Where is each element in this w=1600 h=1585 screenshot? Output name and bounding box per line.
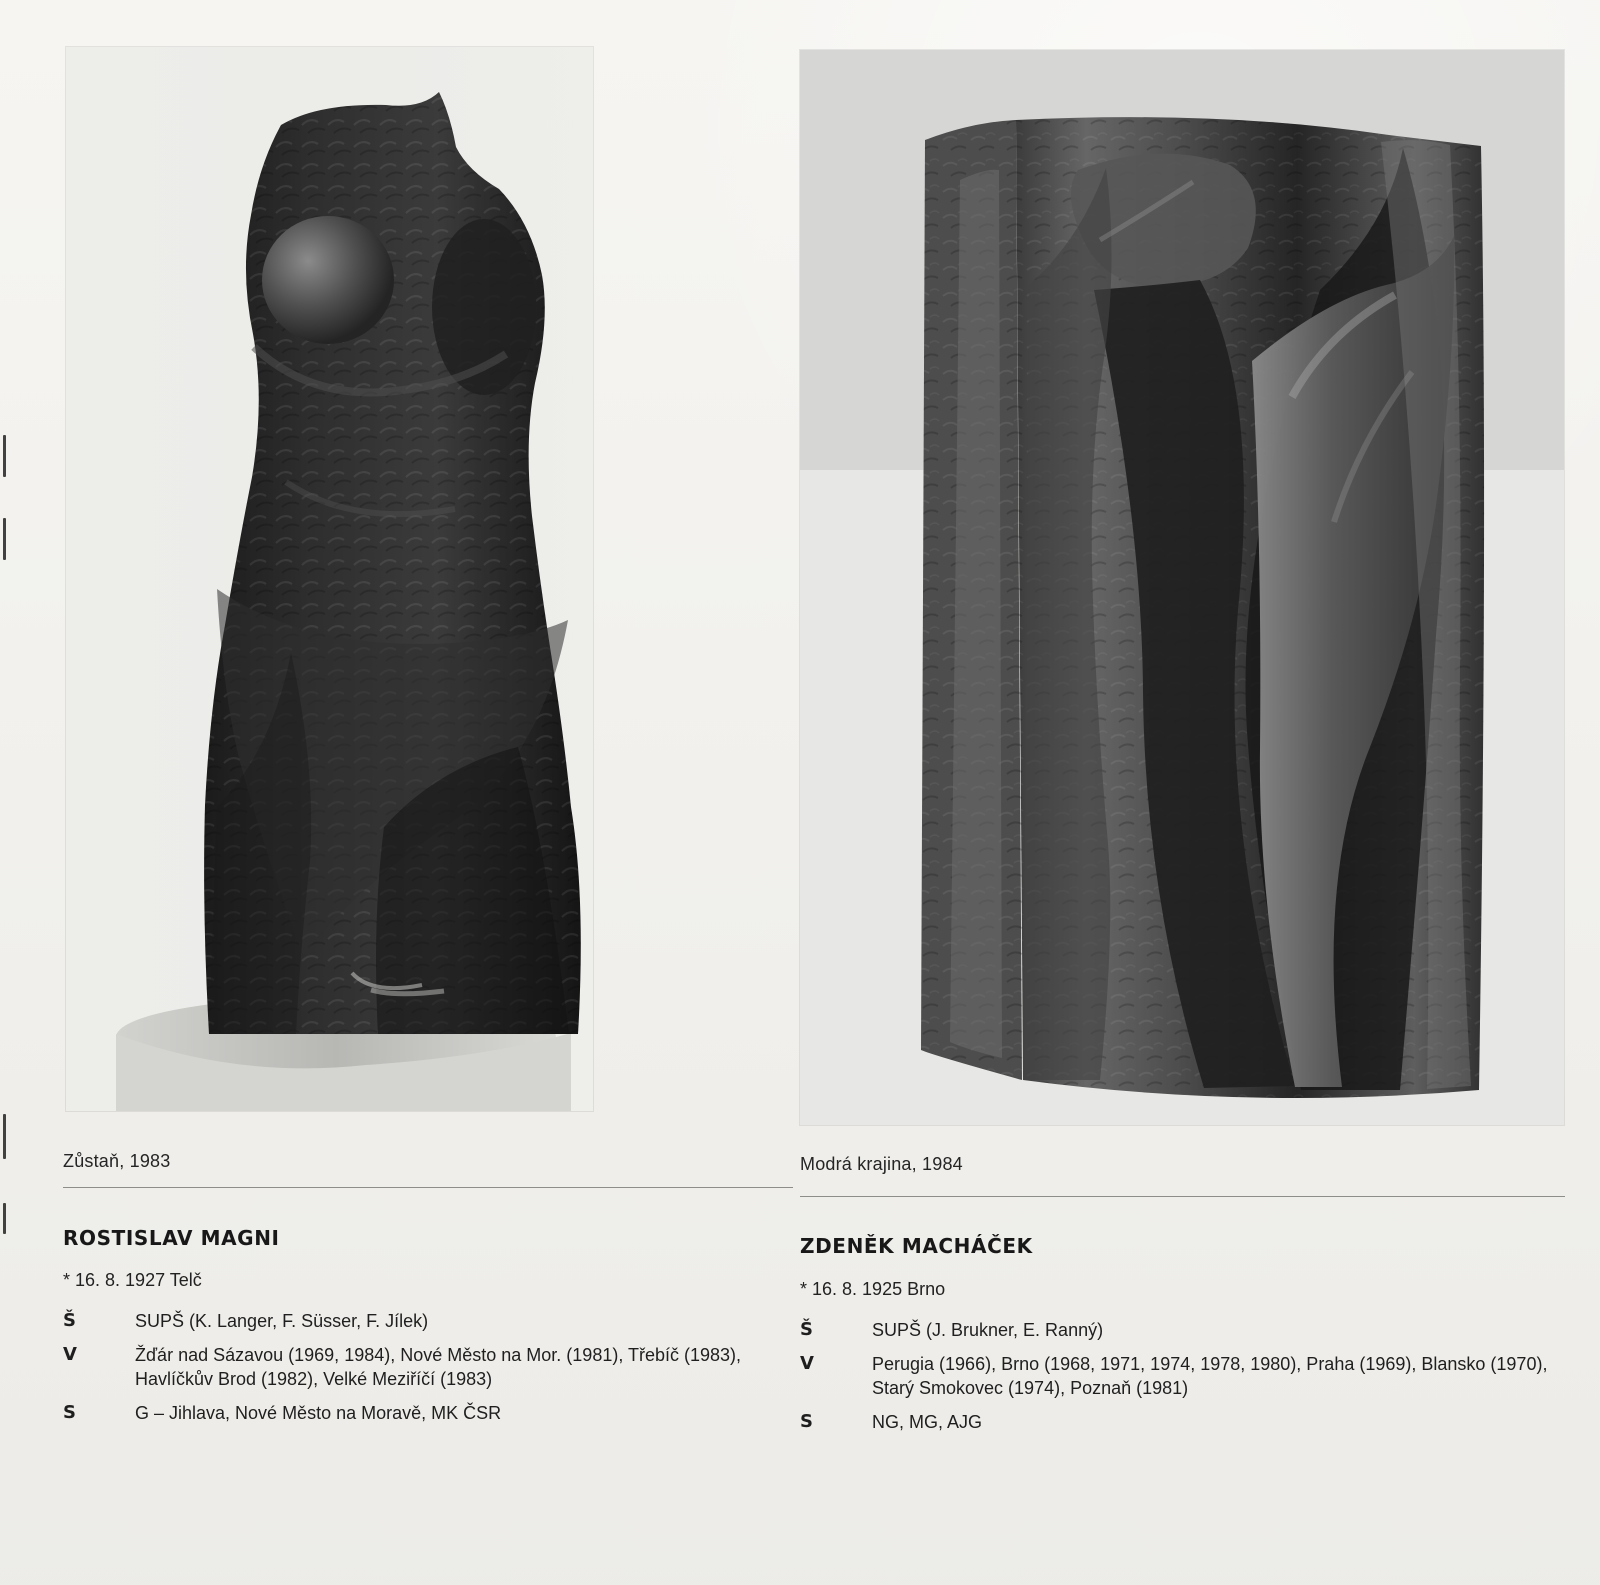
detail-row	[63, 1401, 763, 1425]
sculpture-photo-left	[66, 47, 593, 1111]
birth-left: * 16. 8. 1927 Telč	[63, 1270, 202, 1290]
sculpture-photo-right	[800, 50, 1564, 1125]
detail-text: G – Jihlava, Nové Město na Moravě, MK ČSR	[135, 1403, 502, 1423]
detail-code: Š	[63, 1310, 76, 1331]
detail-row	[800, 1410, 1560, 1434]
margin-mark	[3, 1114, 6, 1159]
torso-sculpture-image	[66, 47, 593, 1111]
artist-name-right: ZDENĚK MACHÁČEK	[800, 1234, 1033, 1258]
artist-details-left	[63, 1309, 763, 1435]
caption-left: Zůstaň, 1983	[63, 1151, 171, 1171]
artist-name-left: ROSTISLAV MAGNI	[63, 1226, 280, 1250]
detail-text: NG, MG, AJG	[872, 1412, 983, 1432]
margin-mark	[3, 518, 6, 560]
detail-code: V	[63, 1344, 77, 1365]
detail-code: S	[63, 1402, 76, 1423]
detail-code: Š	[800, 1319, 813, 1340]
detail-code: S	[800, 1411, 813, 1432]
caption-right: Modrá krajina, 1984	[800, 1154, 963, 1174]
detail-text: Žďár nad Sázavou (1969, 1984), Nové Město na Mor. (1981), Třebíč (1983), Havlíčkův Brod (1982), Velké Meziříčí (1983)	[135, 1345, 742, 1389]
artist-details-right	[800, 1318, 1560, 1444]
detail-row	[63, 1309, 763, 1333]
detail-text: SUPŠ (K. Langer, F. Süsser, F. Jílek)	[135, 1311, 429, 1331]
landscape-sculpture-image	[800, 50, 1564, 1125]
detail-row	[800, 1318, 1560, 1342]
divider-left	[63, 1187, 793, 1188]
margin-mark	[3, 1203, 6, 1234]
birth-right: * 16. 8. 1925 Brno	[800, 1279, 946, 1299]
detail-row	[800, 1352, 1560, 1400]
detail-text: Perugia (1966), Brno (1968, 1971, 1974, 1978, 1980), Praha (1969), Blansko (1970), Starý Smokovec (1974), Poznaň (1981)	[872, 1354, 1548, 1398]
detail-text: SUPŠ (J. Brukner, E. Ranný)	[872, 1320, 1104, 1340]
detail-row	[63, 1343, 763, 1391]
divider-right	[800, 1196, 1565, 1197]
detail-code: V	[800, 1353, 814, 1374]
margin-mark	[3, 435, 6, 477]
